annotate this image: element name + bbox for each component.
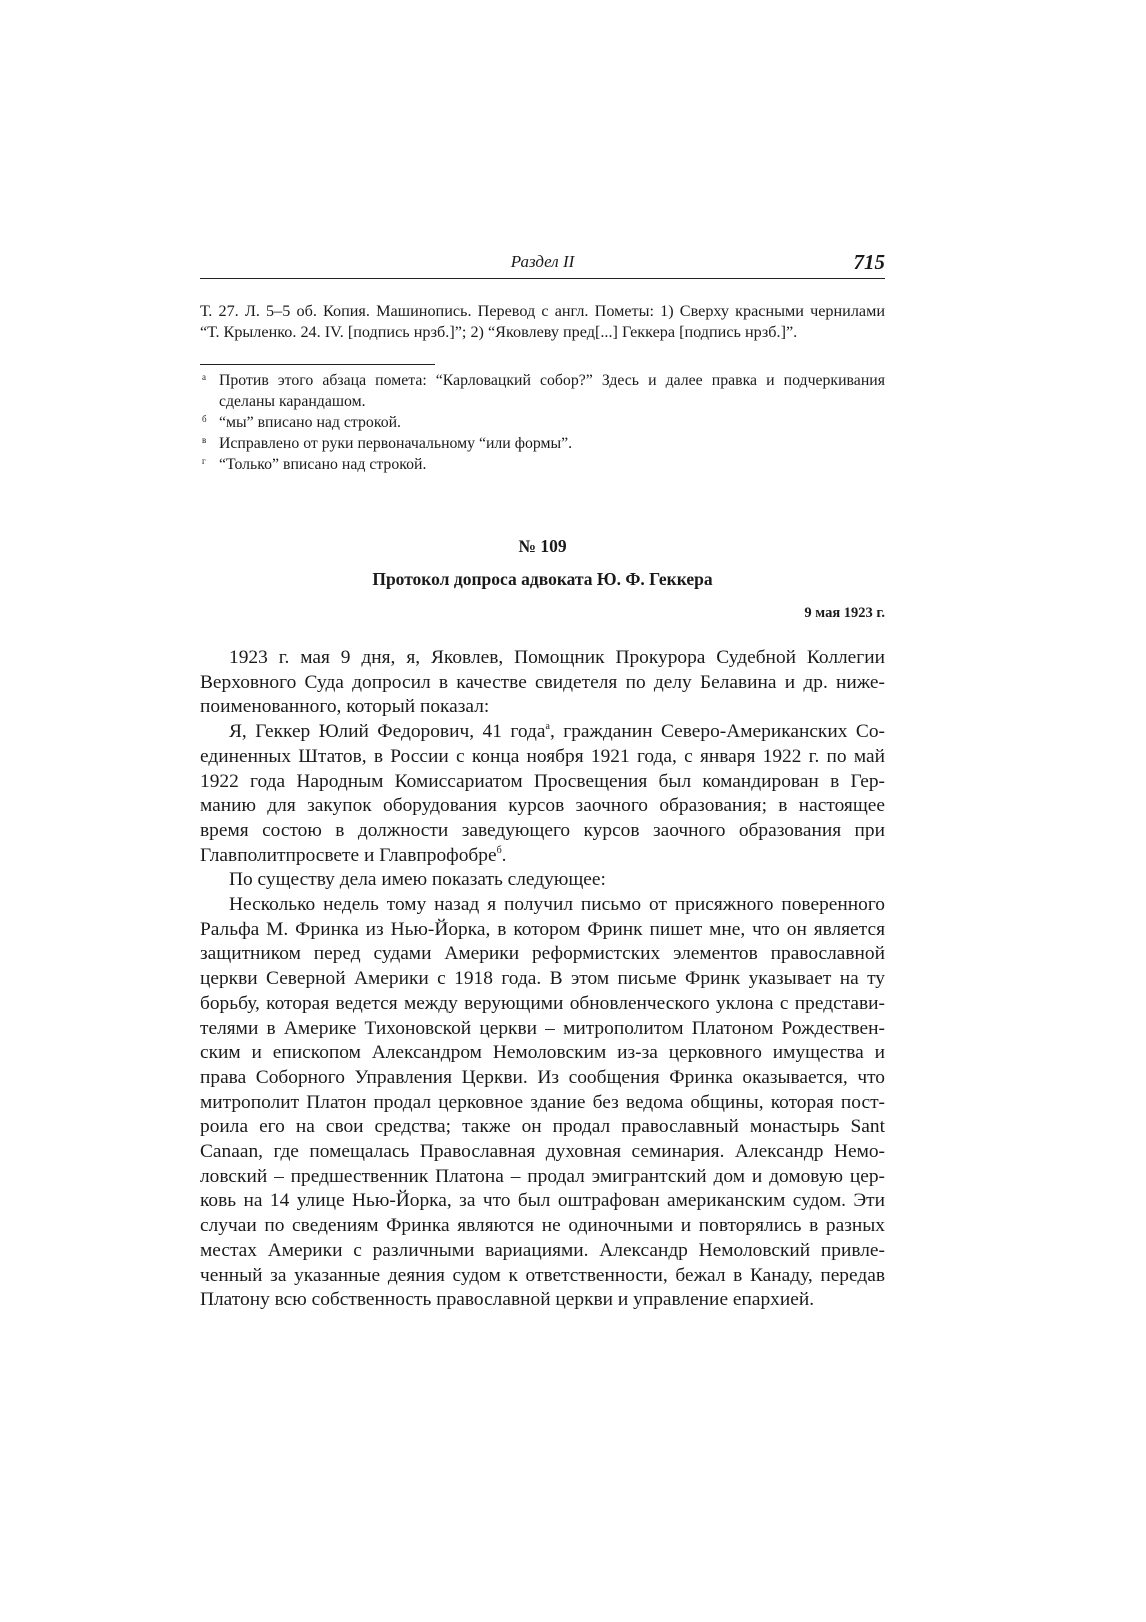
footnote-line: Исправлено от руки первоначальному “или формы”.: [219, 435, 573, 452]
paragraph: [200, 720, 885, 868]
line-text: 1922 года Народным Комиссариатом Просвещения был командирован в Гер-: [200, 770, 885, 792]
page-number: 715: [853, 250, 885, 274]
text-line: [200, 794, 885, 819]
text-line: [200, 992, 885, 1017]
line-text: роила его на свои средства; также он продал православный монастырь Sant: [200, 1116, 885, 1138]
line-text: ским и епископом Александром Немоловским из-за церковного имущества и: [200, 1042, 885, 1064]
line-text: 1923 г. мая 9 дня, я, Яковлев, Помощник Прокурора Судебной Коллегии: [229, 647, 885, 668]
footnote: [200, 370, 885, 412]
text-line: [200, 1017, 885, 1042]
line-text: Платону всю собственность православной церкви и управление епархией.: [200, 1289, 815, 1311]
line-text: случаи по сведениям Фринка являются не одиночными и повторялись в разных: [200, 1215, 885, 1237]
text-line: [200, 695, 885, 720]
text-line: [200, 1066, 885, 1091]
text-line: [200, 1091, 885, 1116]
text-line: [200, 844, 885, 869]
footnote: [200, 433, 885, 454]
footnotes: [200, 370, 885, 475]
line-text: митрополит Платон продал церковное здание без ведома общины, которая пост-: [200, 1091, 885, 1113]
text-line: [200, 918, 885, 943]
source-line: “Т. Крыленко. 24. IV. [подпись нрзб.]”; 2) “Яковлеву пред[...] Геккера [подпись нрзб.]”.: [200, 323, 798, 341]
text-line: [200, 646, 885, 671]
line-text: Ральфа М. Фринка из Нью-Йорка, в котором Фринк пишет мне, что он является: [200, 918, 885, 940]
line-text: время состою в должности заведующего курсов заочного образования при: [200, 819, 885, 841]
line-text: местах Америки с различными вариациями. Александр Немоловский привле-: [200, 1239, 885, 1261]
line-text: Я, Геккер Юлий Федорович, 41 года: [229, 721, 546, 743]
paragraph: [200, 646, 885, 720]
footnote-mark: а: [202, 372, 206, 382]
text-line: [200, 819, 885, 844]
line-text: ловский – предшественник Платона – продал эмигрантский дом и домовую цер-: [200, 1165, 885, 1187]
text-line: [200, 1214, 885, 1239]
text-line: [200, 770, 885, 795]
footnote-line: “Только” вписано над строкой.: [219, 456, 427, 473]
line-text: борьбу, которая ведется между верующими обновленческого уклона с представи-: [200, 992, 885, 1014]
text-line: [200, 942, 885, 967]
text-line: [200, 671, 885, 696]
text-line: [200, 1165, 885, 1190]
footnote-mark: в: [202, 435, 207, 445]
line-text: Главполитпросвете и Главпрофобре: [200, 844, 497, 866]
footnote: [200, 412, 885, 433]
text-line: [200, 720, 885, 745]
text-line: [200, 1115, 885, 1140]
line-text: Canaan, где помещалась Православная духовная семинария. Александр Немо-: [200, 1141, 885, 1163]
text-line: [200, 893, 885, 918]
footnote-line: “мы” вписано над строкой.: [219, 414, 401, 431]
archival-source-note: [200, 301, 885, 343]
text-line: [200, 745, 885, 770]
line-text: единенных Штатов, в России с конца ноября 1921 года, с января 1922 г. по май: [200, 745, 885, 767]
document-number: № 109: [518, 536, 567, 556]
line-text: поименованного, который показал:: [200, 696, 490, 718]
source-line: Т. 27. Л. 5–5 об. Копия. Машинопись. Перевод с англ. Пометы: 1) Сверху красными чернилами: [200, 302, 885, 320]
text-line: [200, 868, 885, 893]
text-line: [200, 1189, 885, 1214]
line-text: телями в Америке Тихоновской церкви – митрополитом Платоном Рождествен-: [200, 1017, 885, 1039]
line-text: церкви Северной Америки с 1918 года. В этом письме Фринк указывает на ту: [200, 968, 885, 990]
paragraph: [200, 893, 885, 1313]
section-title: Раздел II: [510, 252, 575, 271]
footnote-reference: а: [545, 721, 550, 733]
line-text: защитником перед судами Америки реформистских элементов православной: [200, 943, 885, 965]
running-header: [200, 250, 885, 279]
footnote: [200, 454, 885, 475]
document-body: [200, 646, 885, 1313]
footnote-reference: б: [496, 844, 502, 856]
text-line: [200, 1239, 885, 1264]
line-text: ковь на 14 улице Нью-Йорка, за что был оштрафован американским судом. Эти: [200, 1190, 885, 1212]
line-text: .: [501, 844, 507, 866]
text-line: [200, 1041, 885, 1066]
paragraph: [200, 868, 885, 893]
footnote-mark: г: [202, 456, 206, 466]
footnote-line: Против этого абзаца помета: “Карловацкий собор?” Здесь и далее правка и подчеркивания: [219, 372, 885, 389]
document-title: Протокол допроса адвоката Ю. Ф. Геккера: [372, 569, 713, 589]
line-text: Верховного Суда допросил в качестве свидетеля по делу Белавина и др. ниже-: [200, 671, 885, 693]
document-date: 9 мая 1923 г.: [804, 605, 885, 621]
footnote-divider: [200, 364, 435, 365]
text-line: [200, 967, 885, 992]
line-text: манию для закупок оборудования курсов заочного образования; в настоящее: [200, 795, 885, 817]
line-text: По существу дела имею показать следующее:: [229, 869, 606, 891]
text-line: [200, 1288, 885, 1313]
footnote-line: сделаны карандашом.: [219, 393, 366, 410]
line-text: Несколько недель тому назад я получил письмо от присяжного поверенного: [229, 894, 885, 916]
footnote-mark: б: [202, 414, 207, 424]
line-text: ченный за указанные деяния судом к ответственности, бежал в Канаду, передав: [200, 1264, 885, 1286]
text-line: [200, 1264, 885, 1289]
text-line: [200, 1140, 885, 1165]
line-text: , гражданин Северо-Американских Со-: [549, 721, 885, 743]
line-text: права Соборного Управления Церкви. Из сообщения Фринка оказывается, что: [200, 1066, 885, 1088]
